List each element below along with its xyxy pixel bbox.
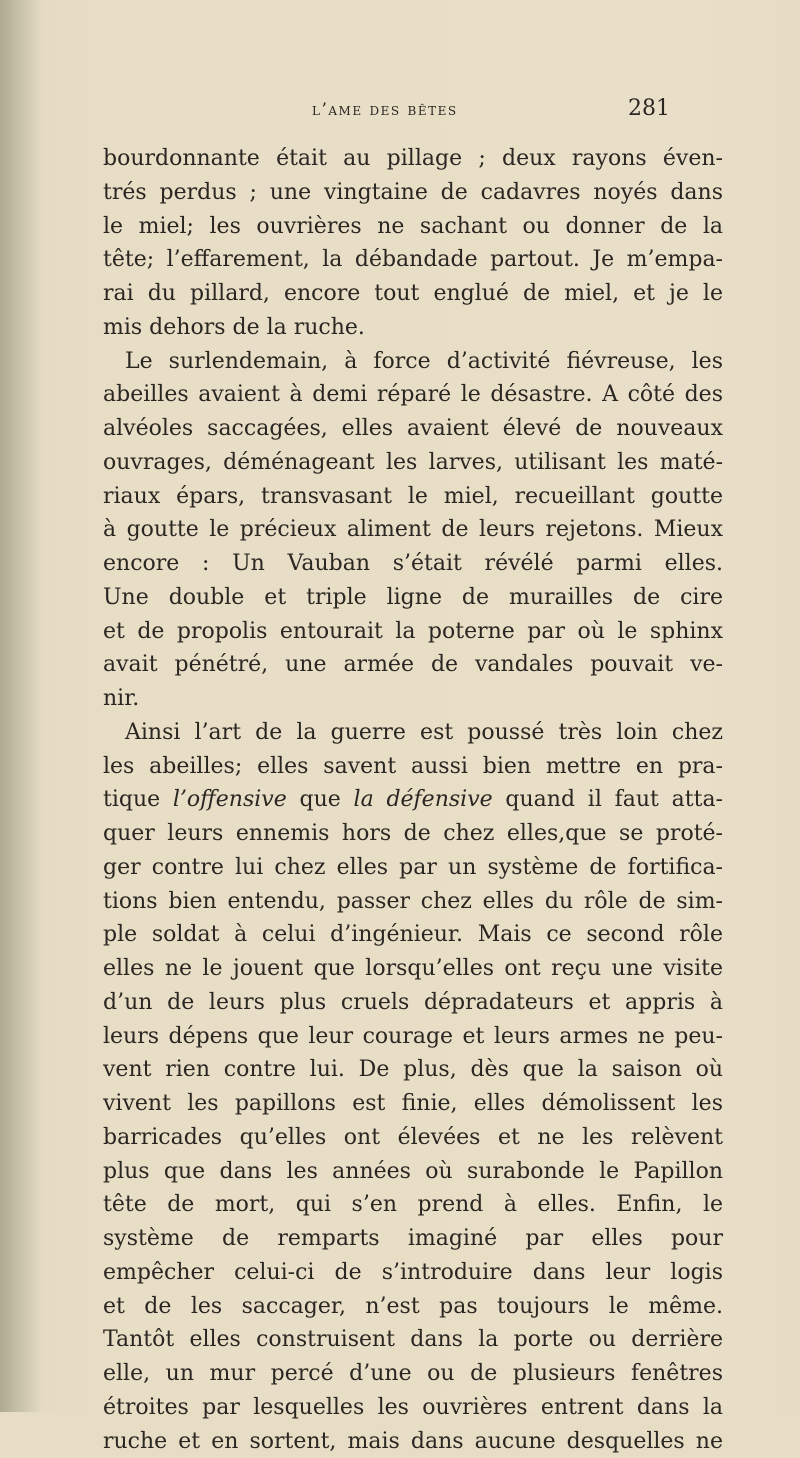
italic-term-defensive: la défensive bbox=[354, 787, 493, 812]
text-line: et de les saccager, n’est pas toujours le même. bbox=[103, 1290, 723, 1324]
text-line: tête de mort, qui s’en prend à elles. Enfin, le bbox=[103, 1188, 723, 1222]
text-line: bourdonnante était au pillage ; deux rayons éven- bbox=[103, 142, 723, 176]
text-line: empêcher celui-ci de s’introduire dans leur logis bbox=[103, 1256, 723, 1290]
text-line: plus que dans les années où surabonde le Papillon bbox=[103, 1155, 723, 1189]
text-line: alvéoles saccagées, elles avaient élevé de nouveaux bbox=[103, 412, 723, 446]
text-line: ger contre lui chez elles par un système de fortifica- bbox=[103, 851, 723, 885]
text-line: elles ne le jouent que lorsqu’elles ont reçu une visite bbox=[103, 952, 723, 986]
text-line: quer leurs ennemis hors de chez elles,que se proté- bbox=[103, 817, 723, 851]
text-line: Tantôt elles construisent dans la porte ou derrière bbox=[103, 1323, 723, 1357]
running-head bbox=[0, 96, 800, 126]
text-line: étroites par lesquelles les ouvrières entrent dans la bbox=[103, 1391, 723, 1425]
text-line: trés perdus ; une vingtaine de cadavres noyés dans bbox=[103, 176, 723, 210]
text-line: ple soldat à celui d’ingénieur. Mais ce second rôle bbox=[103, 918, 723, 952]
text-segment: quand il faut atta- bbox=[493, 787, 723, 812]
text-line: avait pénétré, une armée de vandales pouvait ve- bbox=[103, 648, 723, 682]
text-line: à goutte le précieux aliment de leurs rejetons. Mieux bbox=[103, 513, 723, 547]
text-line: elle, un mur percé d’une ou de plusieurs fenêtres bbox=[103, 1357, 723, 1391]
running-title: l’ame des bêtes bbox=[312, 100, 458, 120]
text-segment: que bbox=[287, 787, 354, 812]
text-line: et de propolis entourait la poterne par où le sphinx bbox=[103, 615, 723, 649]
text-line: encore : Un Vauban s’était révélé parmi elles. bbox=[103, 547, 723, 581]
page-edge-shadow bbox=[0, 0, 40, 1412]
text-line: d’un de leurs plus cruels dépradateurs et appris à bbox=[103, 986, 723, 1020]
text-line: tête; l’effarement, la débandade partout. Je m’empa- bbox=[103, 243, 723, 277]
italic-term-offensive: l’offensive bbox=[173, 787, 287, 812]
text-line: mis dehors de la ruche. bbox=[103, 311, 723, 345]
text-line-with-italics bbox=[103, 783, 723, 817]
text-line: Une double et triple ligne de murailles de cire bbox=[103, 581, 723, 615]
text-line: tions bien entendu, passer chez elles du rôle de sim- bbox=[103, 885, 723, 919]
text-line: nir. bbox=[103, 682, 723, 716]
text-segment: tique bbox=[103, 787, 173, 812]
text-line: ruche et en sortent, mais dans aucune desquelles ne bbox=[103, 1425, 723, 1458]
text-line: Ainsi l’art de la guerre est poussé très loin chez bbox=[103, 716, 723, 750]
text-line: Le surlendemain, à force d’activité fiévreuse, les bbox=[103, 345, 723, 379]
page-number: 281 bbox=[628, 96, 670, 121]
text-line: rai du pillard, encore tout englué de miel, et je le bbox=[103, 277, 723, 311]
text-line: barricades qu’elles ont élevées et ne les relèvent bbox=[103, 1121, 723, 1155]
text-line: le miel; les ouvrières ne sachant ou donner de la bbox=[103, 210, 723, 244]
text-line: leurs dépens que leur courage et leurs armes ne peu- bbox=[103, 1020, 723, 1054]
text-line: riaux épars, transvasant le miel, recueillant goutte bbox=[103, 480, 723, 514]
text-line: vivent les papillons est finie, elles démolissent les bbox=[103, 1087, 723, 1121]
text-line: ouvrages, déménageant les larves, utilisant les maté- bbox=[103, 446, 723, 480]
text-line: vent rien contre lui. De plus, dès que la saison où bbox=[103, 1053, 723, 1087]
text-line: système de remparts imaginé par elles pour bbox=[103, 1222, 723, 1256]
text-line: abeilles avaient à demi réparé le désastre. A côté des bbox=[103, 378, 723, 412]
body-text bbox=[103, 142, 723, 1458]
text-line: les abeilles; elles savent aussi bien mettre en pra- bbox=[103, 750, 723, 784]
